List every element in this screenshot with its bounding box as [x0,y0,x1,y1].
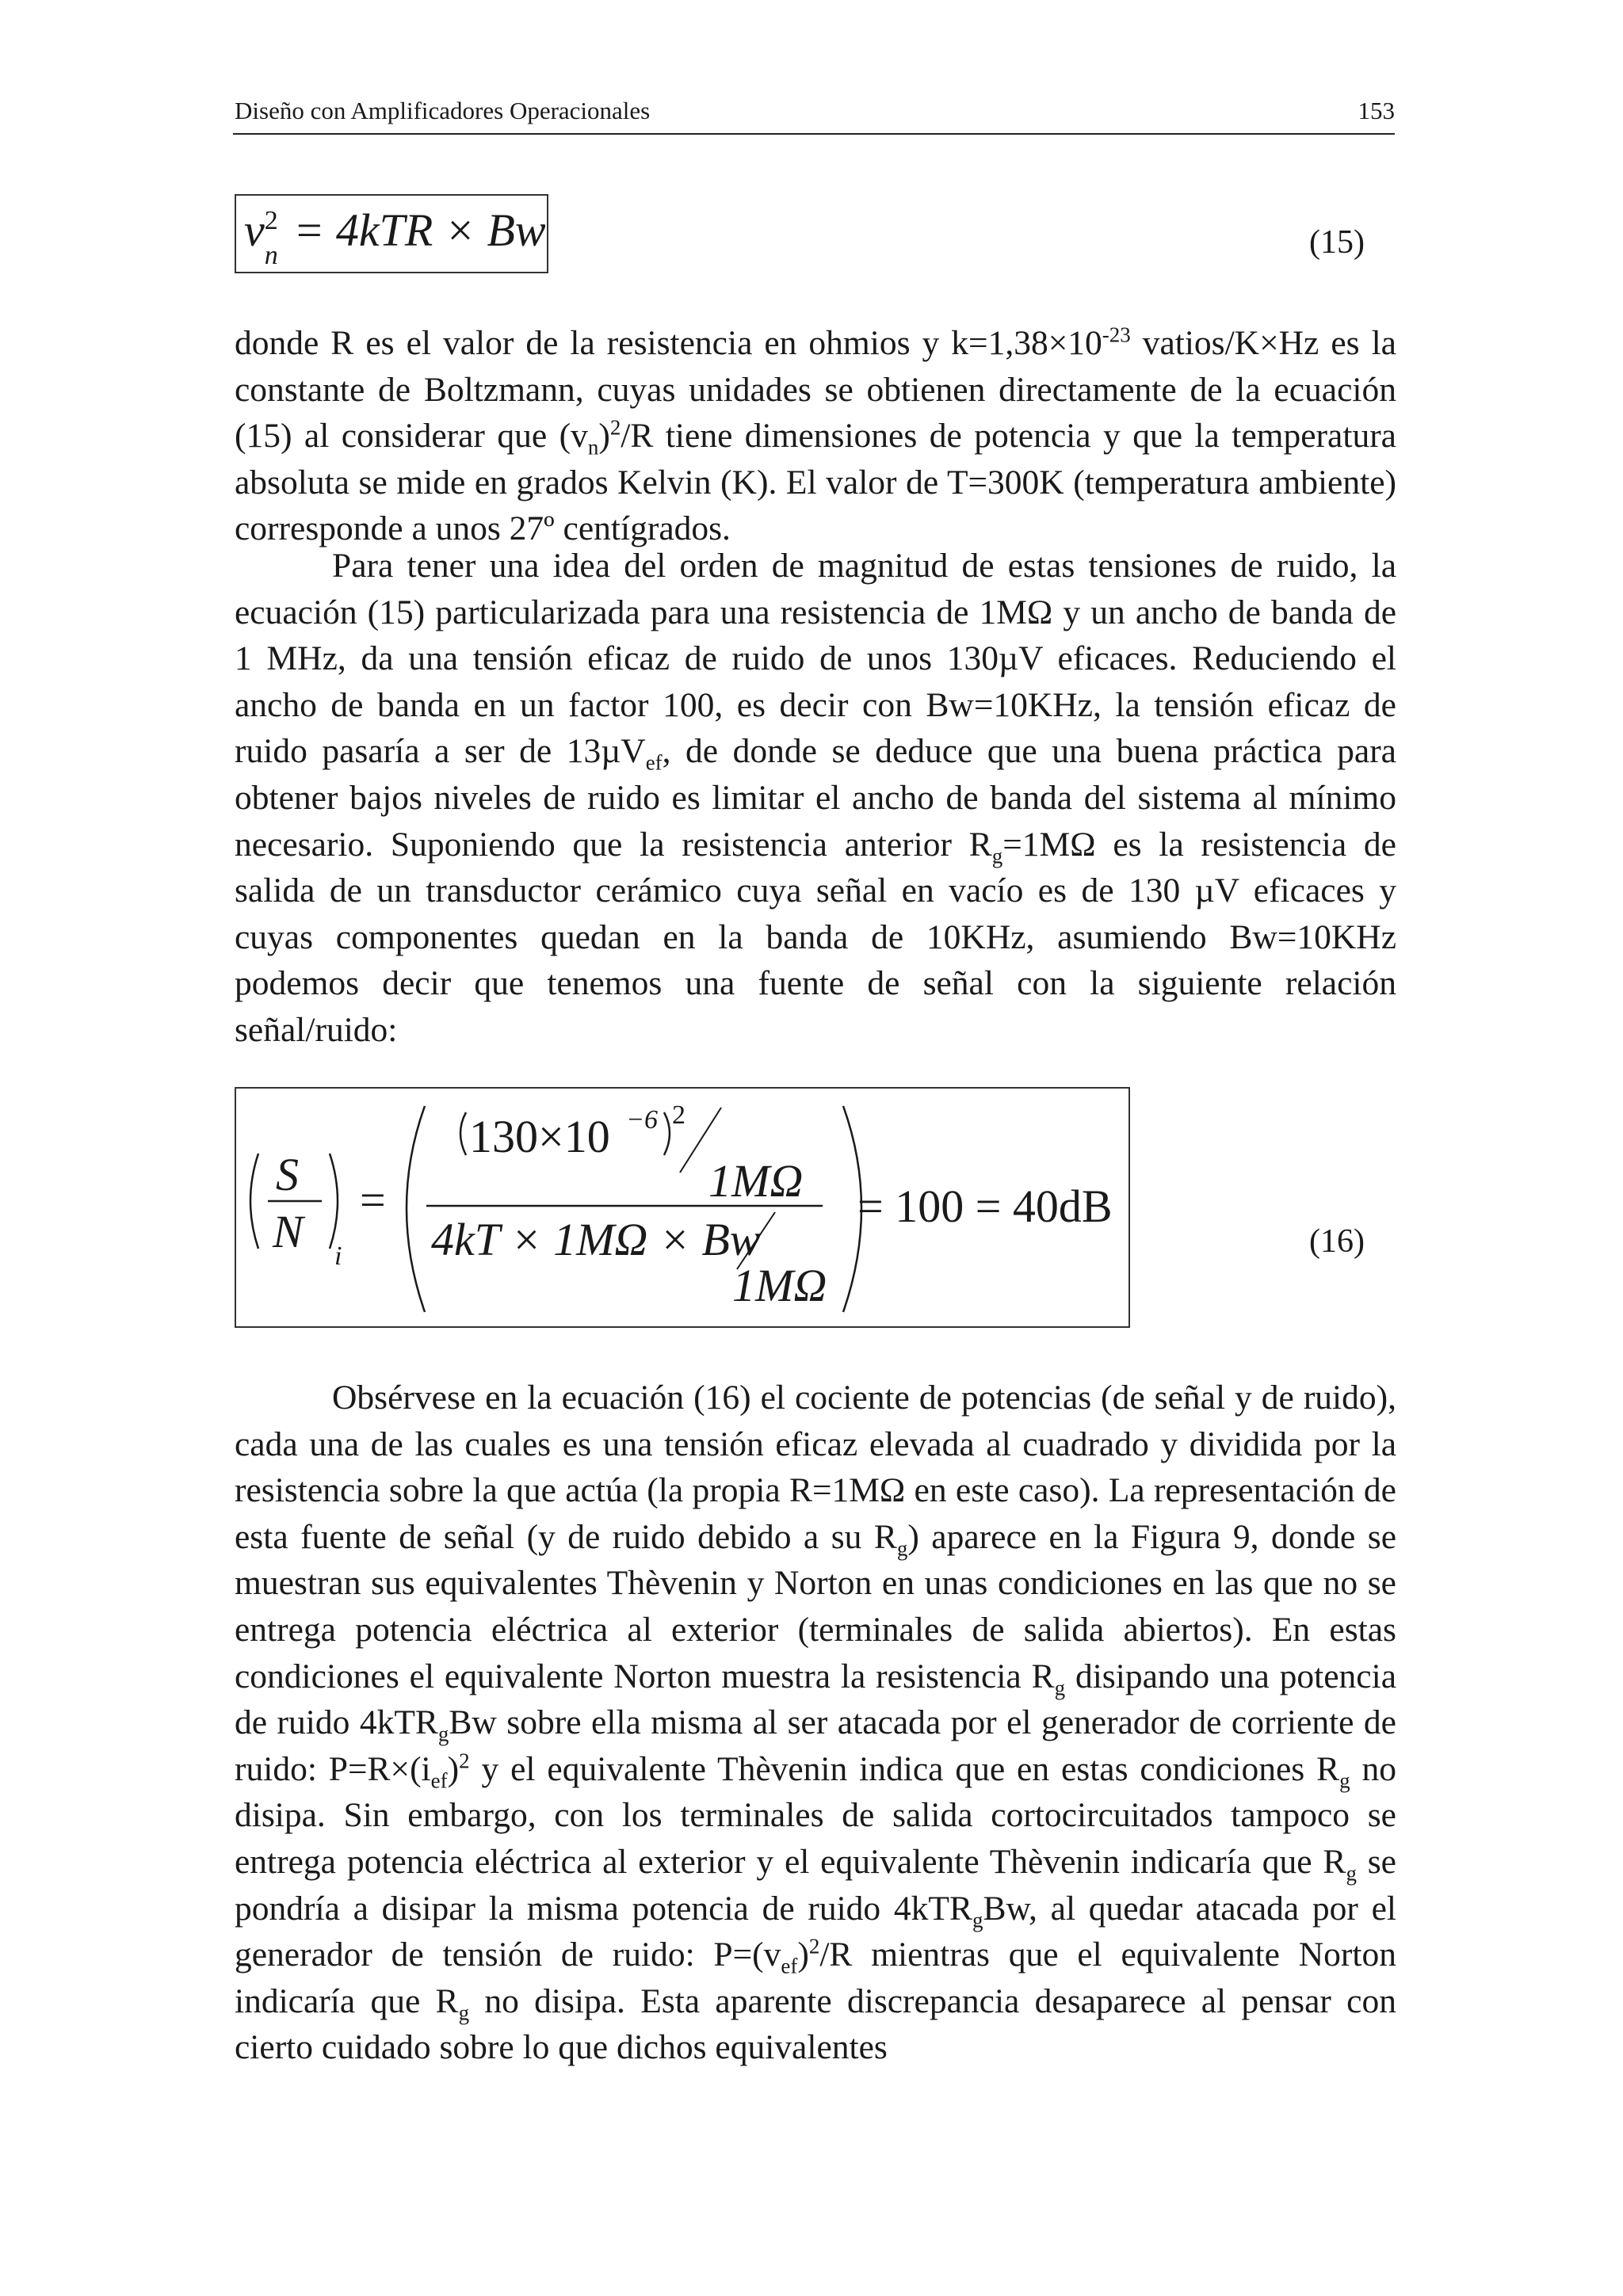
p3-text-g: no disipa. Sin embargo, con los terminales de salida cortocircuitados tampoco se entrega potencia eléctrica al exterior y el equivalente Thèvenin indicaría que R [235,1749,1396,1881]
sn-left-paren [250,1154,258,1249]
p3-sub-g-2: g [1054,1676,1066,1700]
eq16-den-a: 4kT × 1MΩ × Bw [431,1214,761,1265]
eq16-N: N [273,1206,304,1257]
equation-15-box [235,194,548,273]
equation-15 [244,204,546,270]
p3-text-c: disipando una potencia de ruido 4kTR [235,1657,1397,1742]
p3-text-e: ) [447,1749,460,1788]
p3-text-i: Bw, al quedar atacada por el generador de tensión de ruido: P=(v [235,1889,1396,1974]
p3-text-f: y el equivalente Thèvenin indica que en estas condiciones R [469,1749,1340,1788]
p1-text-d: /R tiene dimensiones de potencia y que la temperatura absoluta se mide en grados Kelvin (K). El valor de T=300K (temperatura ambiente) corresponde a unos 27º centígrados. [235,417,1396,548]
equation-16 [236,1089,1128,1326]
p1-text-a: donde R es el valor de la resistencia en ohmios y k=1,38×10 [235,324,1102,362]
p2-text-b: , de donde se deduce que una buena práctica para obtener bajos niveles de ruido es limitar el ancho de banda del sistema al mínimo necesario. Suponiendo que la resistencia anterior R [235,732,1396,864]
p3-sub-ef-2: ef [781,1954,798,1978]
p1-sup-2: 2 [609,415,621,440]
p3-sub-g-7: g [458,2000,470,2025]
running-header [233,93,1395,135]
eq15-sup: 2 [264,206,278,235]
p2-sub-g: g [991,844,1003,868]
p3-text-l: no disipa. Esta aparente discrepancia desaparece al pensar con cierto cuidado sobre lo que dichos equivalentes [235,1981,1396,2067]
eq16-S: S [276,1149,299,1200]
p3-text-b: ) aparece en la Figura 9, donde se muestran sus equivalentes Thèvenin y Norton en unas condiciones en las que no se entrega potencia eléctrica al exterior (terminales de salida abiertos). En estas condiciones el equivalente Norton muestra la resistencia R [235,1517,1397,1695]
p3-text-j: ) [797,1936,809,1974]
big-left-paren [407,1106,425,1312]
p1-sup-exp: -23 [1102,322,1131,347]
p3-sup-2-2: 2 [808,1934,820,1958]
p2-sub-ef: ef [645,751,663,776]
p3-sub-g-5: g [1346,1861,1357,1886]
p2-text-c: =1MΩ es la resistencia de salida de un transductor cerámico cuya señal en vacío es de 130 µV eficaces y cuyas componentes quedan en la banda de 10KHz, asumiendo Bw=10KHz podemos decir que tenemos una fuente de señal con la siguiente relación señal/ruido: [235,825,1396,1049]
eq16-sub-i: i [334,1241,342,1271]
page-number: 153 [1358,97,1395,124]
eq16-result: = 100 = 40dB [857,1180,1113,1232]
p3-sub-ef-1: ef [430,1768,448,1793]
paragraph-3 [235,1375,1396,2071]
p3-text-k: /R mientras que el equivalente Norton indicaría que R [235,1936,1396,2020]
running-header-title: Diseño con Amplificadores Operacionales [235,97,651,124]
eq16-num-exp: −6 [626,1105,658,1135]
sn-right-paren [330,1154,338,1249]
eq15-rhs: = 4kTR × Bw [281,204,546,256]
eq16-num-den: 1MΩ [708,1155,804,1207]
p3-sub-g-3: g [437,1722,449,1746]
p3-sub-g-6: g [972,1908,983,1932]
eq16-den-den: 1MΩ [732,1260,827,1311]
eq15-v: v [244,204,265,256]
paragraph-2 [235,543,1396,1054]
p3-sub-g-4: g [1339,1768,1350,1793]
num-left-paren [460,1112,466,1155]
p3-sup-2-1: 2 [459,1749,470,1773]
p3-text-a: Obsérvese en la ecuación (16) el cociente de potencias (de señal y de ruido), cada una de las cuales es una tensión eficaz elevada al cuadrado y dividida por la resistencia sobre la que actúa (la propia R=1MΩ en este caso). La representación de esta fuente de señal (y de ruido debido a su R [235,1379,1396,1556]
equation-15-number: (15) [1309,224,1365,261]
equation-16-box [235,1087,1130,1328]
eq16-num-sq: 2 [672,1100,685,1130]
equation-16-number: (16) [1309,1223,1365,1260]
p3-text-h: se pondría a disipar la misma potencia de ruido 4kTR [235,1842,1396,1928]
eq15-sub: n [264,241,278,270]
eq16-num-a: 130×10 [469,1111,610,1162]
num-right-paren [664,1112,670,1155]
p1-sub-n: n [587,435,599,460]
p1-text-c: ) [598,417,610,456]
eq16-equals: = [360,1174,386,1226]
paragraph-1 [235,320,1396,552]
p3-text-d: Bw sobre ella misma al ser atacada por el generador de corriente de ruido: P=R×(i [235,1703,1396,1788]
p1-text-b: vatios/K×Hz es la constante de Boltzmann, cuyas unidades se obtienen directamente de la ecuación (15) al considerar que (v [235,324,1396,456]
p2-text-a: Para tener una idea del orden de magnitud de estas tensiones de ruido, la ecuación (15) particularizada para una resistencia de 1MΩ y un ancho de banda de 1 MHz, da una tensión eficaz de ruido de unos 130µV eficaces. Reduciendo el ancho de banda en un factor 100, es decir con Bw=10KHz, la tensión eficaz de ruido pasaría a ser de 13µV [235,547,1396,771]
p3-sub-g-1: g [896,1536,908,1561]
